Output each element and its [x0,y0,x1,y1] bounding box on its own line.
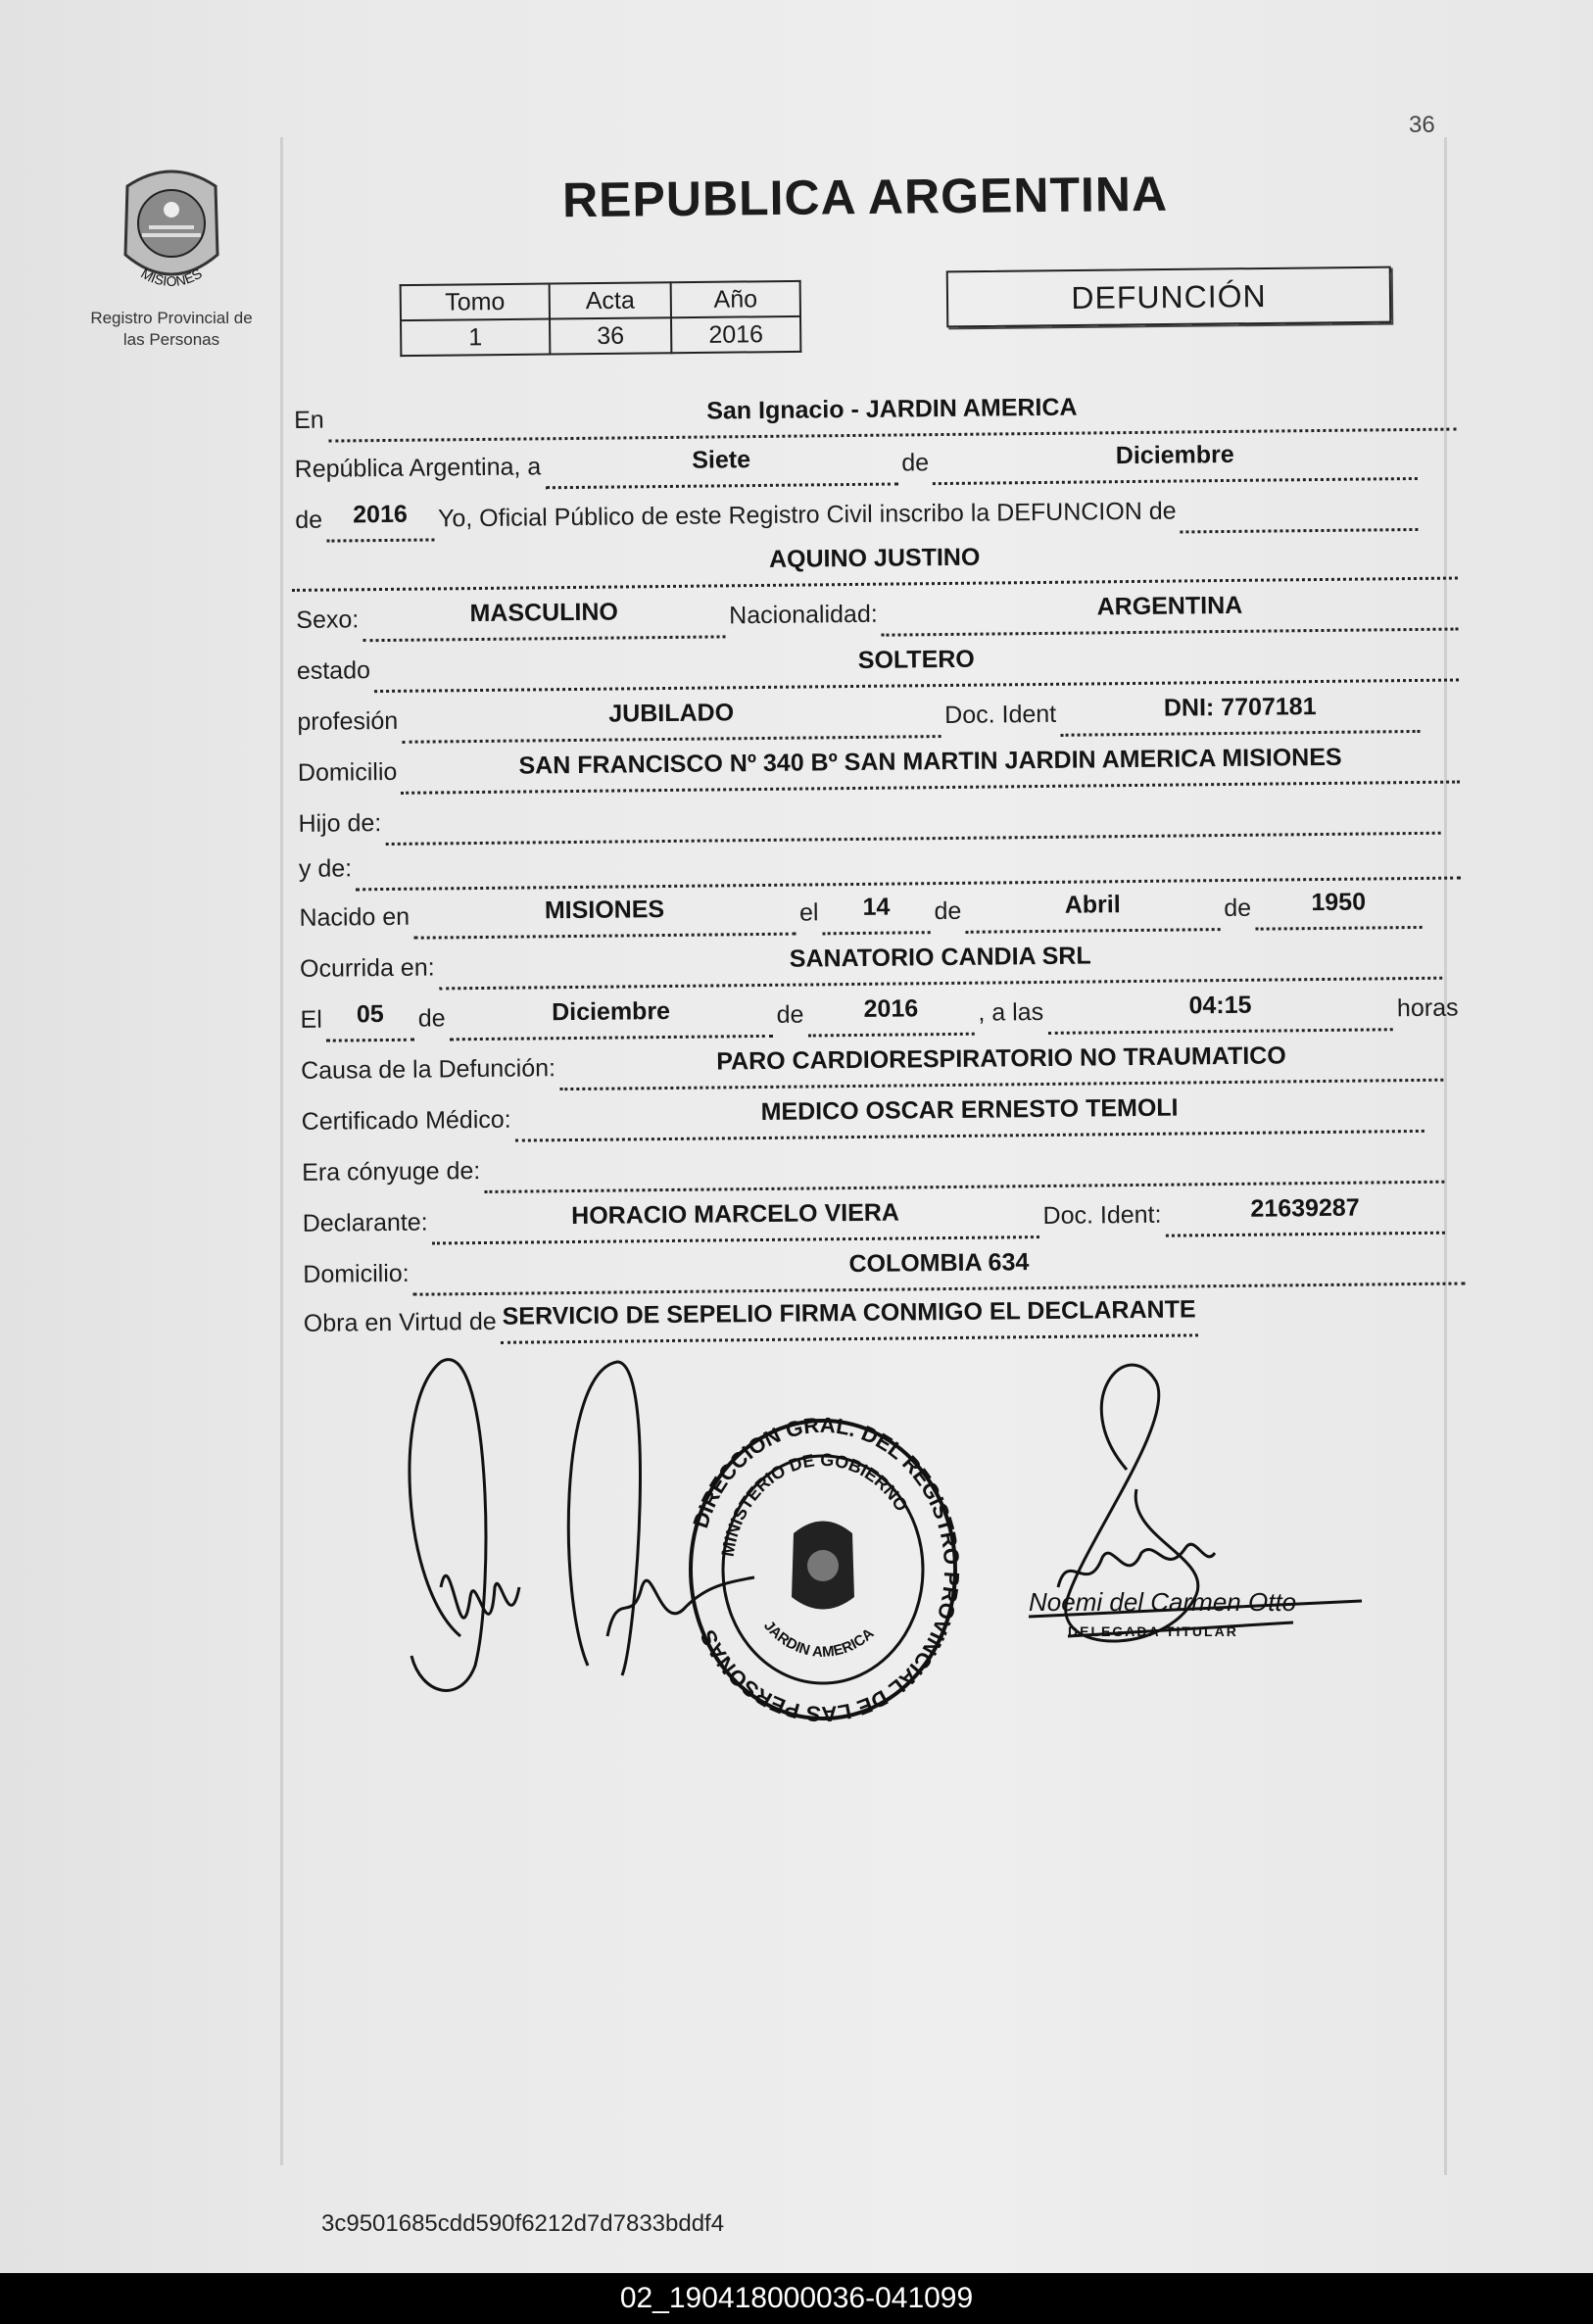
label-en: En [294,406,324,434]
row-estado [293,643,1459,694]
label-hijo-de: Hijo de: [298,809,382,838]
field-conyuge [484,1148,1444,1193]
field-birth-month: Abril [965,896,1220,934]
scan-file-id: 02_190418000036-041099 [619,2282,974,2314]
seal-top-text [98,147,174,150]
value-ano: 2016 [671,316,800,353]
field-blank-year-line [1180,496,1418,534]
field-day-word: Siete [545,451,897,490]
row-hijo-de [294,796,1460,847]
field-domicilio: SAN FRANCISCO Nº 340 Bº SAN MARTIN JARDIN AMERICA MISIONES [401,749,1460,795]
field-profesion: JUBILADO [402,702,941,744]
label-conyuge: Era cónyuge de: [302,1157,481,1186]
row-nacido [295,890,1461,941]
field-death-year: 2016 [807,1000,974,1038]
label-de-date-2: de [776,1000,804,1029]
label-de: de [901,449,930,477]
label-certificado: Certificado Médico: [301,1105,511,1136]
row-domicilio-2 [299,1245,1465,1296]
row-causa [297,1042,1463,1093]
label-doc-ident: Doc. Ident [944,700,1057,730]
header-tomo: Tomo [401,284,550,321]
record-table-header-row [401,281,800,320]
field-declarante-doc: 21639287 [1165,1199,1445,1237]
registry-label [69,308,274,351]
main-title: REPUBLICA ARGENTINA [561,166,1169,228]
field-birth-place: MISIONES [413,900,796,940]
row-domicilio [294,745,1460,796]
registry-stamp [688,1413,964,1726]
field-death-day: 05 [326,1006,414,1042]
label-sexo: Sexo: [296,605,360,634]
registry-label-line-1: Registro Provincial de [90,309,253,327]
row-sexo [292,592,1458,643]
official-name: Noemi del Carmen Otto [1029,1587,1297,1617]
field-y-de [356,845,1461,892]
row-y-de [295,841,1461,892]
row-conyuge [298,1143,1464,1194]
label-el: el [798,898,819,927]
header-ano: Año [671,281,800,317]
field-birth-year: 1950 [1255,894,1423,931]
field-causa: PARO CARDIORESPIRATORIO NO TRAUMATICO [559,1046,1443,1090]
left-margin-line [280,137,283,2165]
province-seal [98,147,245,294]
field-deceased-name: AQUINO JUSTINO [292,545,1458,592]
signatures-area [382,1342,1479,1764]
record-table [400,280,802,357]
field-death-month: Diciembre [449,1002,772,1041]
field-certificado: MEDICO OSCAR ERNESTO TEMOLI [515,1097,1424,1142]
label-a-las: , a las [978,997,1044,1027]
record-table-value-row [401,316,800,356]
label-ocurrida: Ocurrida en: [299,953,435,983]
row-republica [291,441,1457,492]
row-certificado [297,1092,1463,1143]
row-year-line [291,492,1457,543]
label-nacido-en: Nacido en [299,902,410,932]
death-record-form [290,392,1466,1344]
field-obra: SERVICIO DE SEPELIO FIRMA CONMIGO EL DECLARANTE [501,1301,1198,1343]
label-de-1: de [934,896,962,926]
document-type-box: DEFUNCIÓN [946,266,1392,328]
value-tomo: 1 [401,319,550,357]
row-ocurrida [296,941,1462,992]
field-month: Diciembre [933,445,1418,485]
label-estado: estado [296,656,371,685]
field-sexo: MASCULINO [362,603,725,642]
header-acta: Acta [550,282,671,318]
field-nacionalidad: ARGENTINA [882,596,1459,637]
row-declarante [299,1194,1465,1245]
field-domicilio-2: COLOMBIA 634 [413,1249,1466,1295]
stamp-bottom-text: JARDIN AMERICA [760,1618,878,1662]
official-title: DELEGADA TITULAR [1068,1623,1238,1639]
field-en: San Ignacio - JARDIN AMERICA [328,396,1457,443]
row-profesion [293,694,1459,745]
label-republica: República Argentina, a [294,453,542,483]
label-declarante: Declarante: [302,1208,428,1237]
label-obra: Obra en Virtud de [303,1307,497,1337]
field-doc-ident: DNI: 7707181 [1060,698,1421,737]
value-acta: 36 [550,317,671,354]
stamp-outer-text: DIRECCION GRAL. DEL REGISTRO PROVINCIAL DE LAS PERSONAS [688,1412,965,1727]
label-de-year: de [295,506,323,534]
field-declarante: HORACIO MARCELO VIERA [431,1203,1038,1244]
field-ocurrida: SANATORIO CANDIA SRL [438,944,1442,991]
document-hash: 3c9501685cdd590f6212d7d7833bddf4 [321,2210,725,2237]
label-de-2: de [1224,894,1252,923]
label-y-de: y de: [298,854,353,883]
seal-bottom-text: MISIONES [138,265,205,289]
registry-label-line-2: las Personas [122,330,220,349]
label-causa: Causa de la Defunción: [300,1054,556,1085]
official-signature-right [1029,1365,1362,1641]
scan-footer-bar [0,2273,1593,2324]
label-domicilio-2: Domicilio: [303,1259,410,1288]
label-declarante-doc: Doc. Ident: [1042,1200,1162,1230]
field-death-time: 04:15 [1047,995,1393,1035]
field-year: 2016 [326,506,434,542]
label-inscribo: Yo, Oficial Público de este Registro Civil inscribo la DEFUNCION de [437,497,1177,533]
label-nacionalidad: Nacionalidad: [729,600,878,630]
label-domicilio: Domicilio [297,757,398,787]
field-birth-day: 14 [822,898,930,935]
page-number: 36 [1409,112,1435,138]
row-fecha-defuncion [296,992,1462,1042]
label-de-date-1: de [417,1004,446,1033]
label-horas: horas [1396,993,1459,1023]
label-profesion: profesión [297,706,399,736]
stamp-inner-text: MINISTERIO DE GOBIERNO [717,1449,912,1559]
label-el-date: El [300,1005,322,1034]
field-estado: SOLTERO [374,647,1459,694]
field-hijo-de [385,799,1441,846]
row-deceased-name [292,541,1458,592]
